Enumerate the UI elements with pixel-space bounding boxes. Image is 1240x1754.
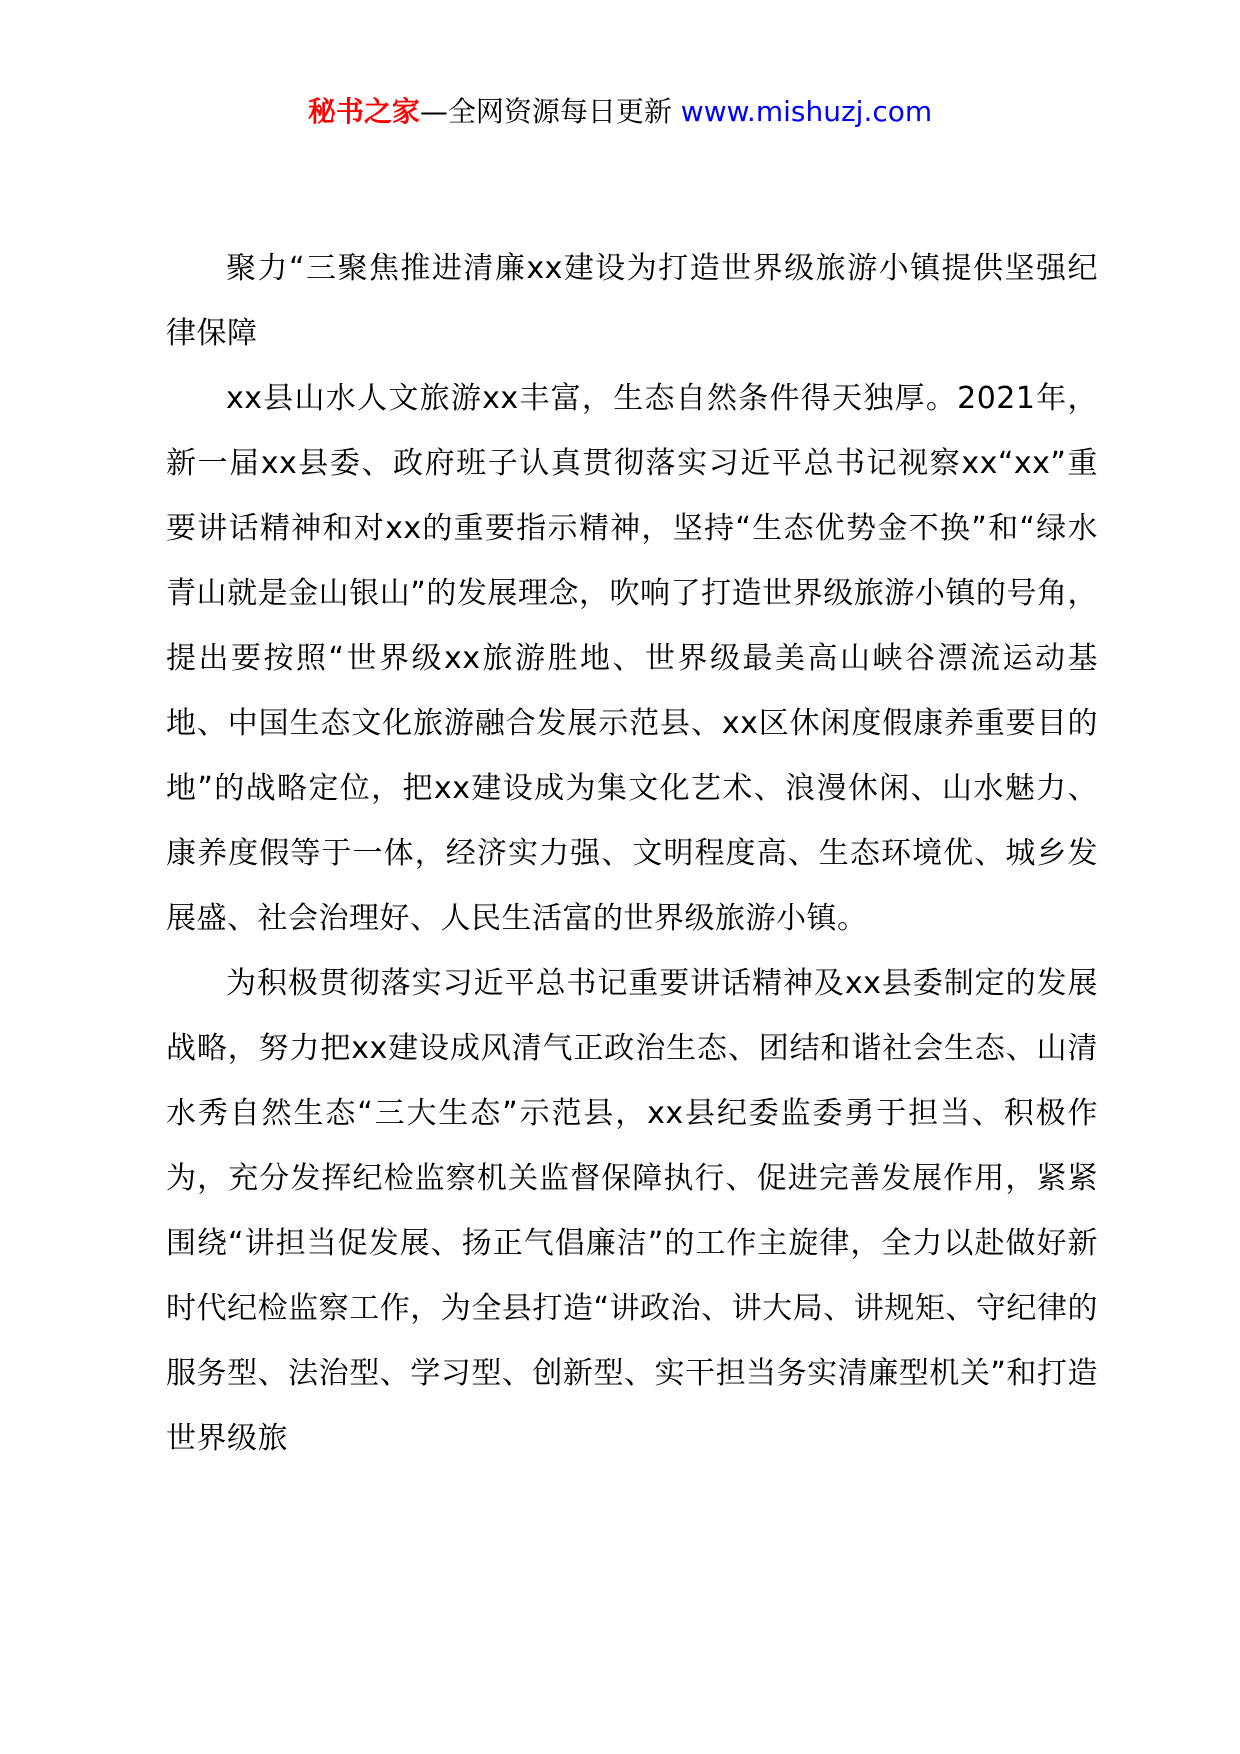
site-url: www.mishuzj.com: [680, 95, 933, 128]
brand-name: 秘书之家: [307, 95, 420, 128]
header-tagline: —全网资源每日更新: [419, 95, 672, 128]
document-body: [166, 236, 1098, 1471]
paragraph: xx县山水人文旅游xx丰富，生态自然条件得天独厚。2021年，新一届xx县委、政府班子认真贯彻落实习近平总书记视察xx“xx”重要讲话精神和对xx的重要指示精神，坚持“生态优势金不换”和“绿水青山就是金山银山”的发展理念，吹响了打造世界级旅游小镇的号角，提出要按照“世界级xx旅游胜地、世界级最美高山峡谷漂流运动基地、中国生态文化旅游融合发展示范县、xx区休闲度假康养重要目的地”的战略定位，把xx建设成为集文化艺术、浪漫休闲、山水魅力、康养度假等于一体，经济实力强、文明程度高、生态环境优、城乡发展盛、社会治理好、人民生活富的世界级旅游小镇。: [166, 381, 1098, 936]
document-title: 聚力“三聚焦推进清廉xx建设为打造世界级旅游小镇提供坚强纪律保障: [166, 251, 1098, 351]
paragraph: 为积极贯彻落实习近平总书记重要讲话精神及xx县委制定的发展战略，努力把xx建设成风清气正政治生态、团结和谐社会生态、山清水秀自然生态“三大生态”示范县，xx县纪委监委勇于担当、积极作为，充分发挥纪检监察机关监督保障执行、促进完善发展作用，紧紧围绕“讲担当促发展、扬正气倡廉洁”的工作主旋律，全力以赴做好新时代纪检监察工作，为全县打造“讲政治、讲大局、讲规矩、守纪律的服务型、法治型、学习型、创新型、实干担当务实清廉型机关”和打造世界级旅: [166, 966, 1098, 1456]
page-header: [0, 88, 1240, 136]
